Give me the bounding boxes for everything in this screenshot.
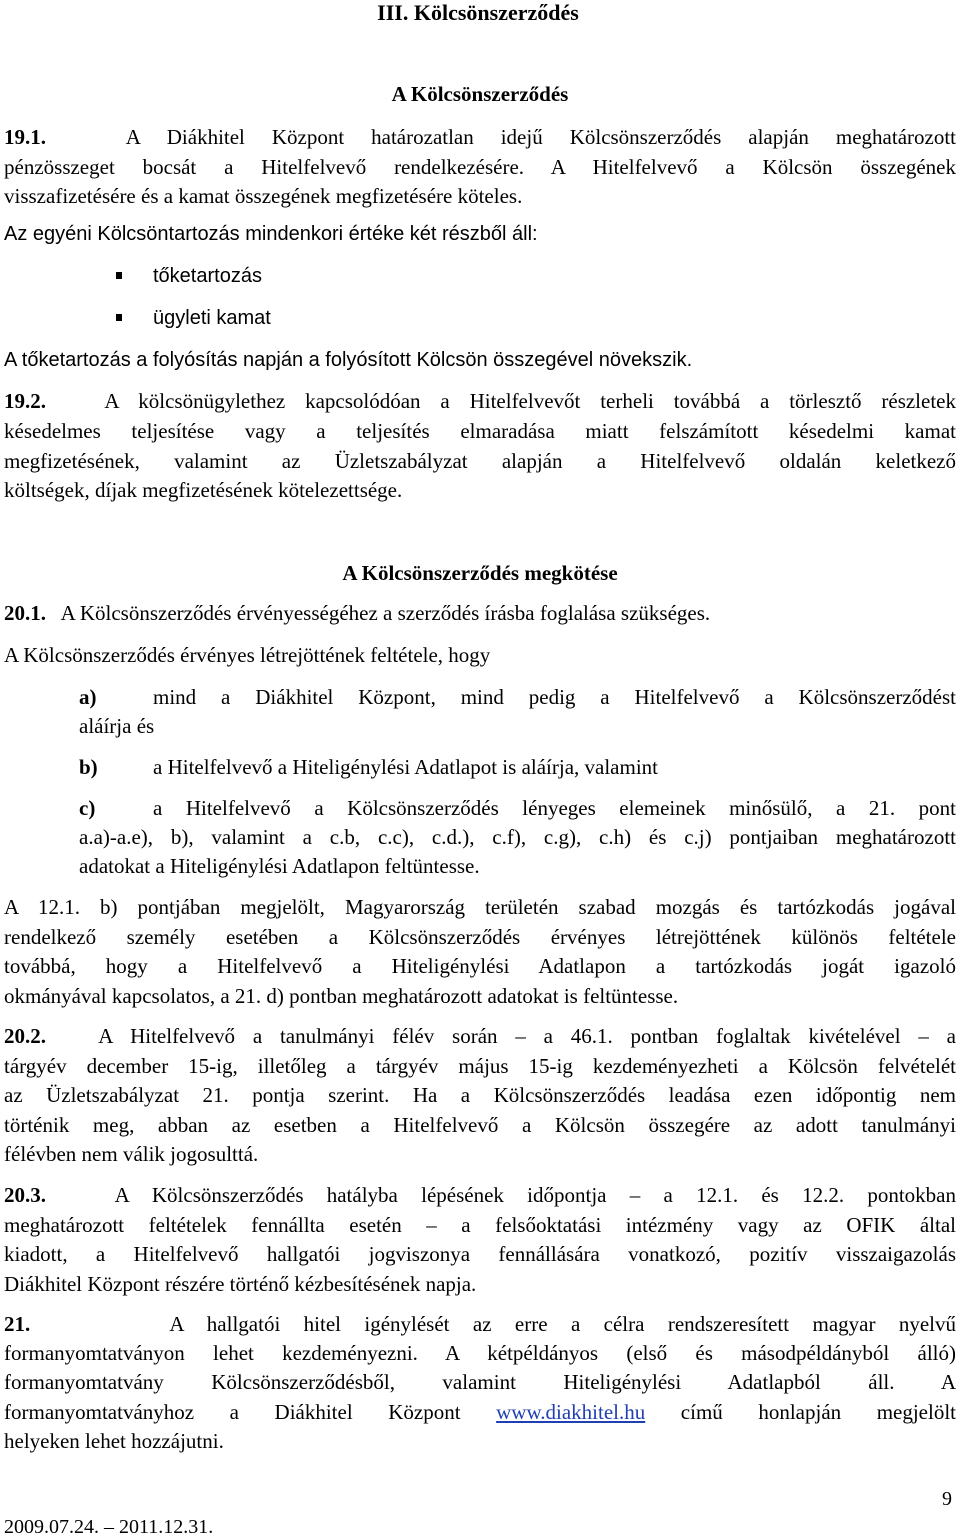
diakhitel-website-link[interactable]: www.diakhitel.hu — [496, 1400, 646, 1424]
paragraph-21-line-2: formanyomtatványon lehet kezdeményezni. A kétpéldányos (első és másodpéldányból álló) — [4, 1341, 956, 1365]
paragraph-20-2-line-4: történik meg, abban az esetben a Hitelfelvevő a Kölcsön összegére az adott tanulmányi — [4, 1113, 956, 1137]
paragraph-19-2-line-2: késedelmes teljesítése vagy a teljesítés elmaradása miatt felszámított késedelmi kamat — [4, 419, 956, 443]
paragraph-number: 20.3. — [4, 1183, 46, 1207]
page-number: 9 — [942, 1488, 952, 1510]
debt-intro: Az egyéni Kölcsöntartozás mindenkori értéke két részből áll: — [4, 223, 538, 245]
paragraph-20-1: 20.1. A Kölcsönszerződés érvényességéhez a szerződés írásba foglalása szükséges. — [4, 601, 711, 625]
paragraph-20-2-line-2: tárgyév december 15-ig, illetőleg a tárgyév május 15-ig kezdeményezheti a Kölcsön felvételét — [4, 1054, 956, 1078]
paragraph-20-2-line-5: félévben nem válik jogosulttá. — [4, 1142, 259, 1166]
bullet-icon — [116, 314, 122, 321]
paragraph-number: 19.1. — [4, 125, 46, 149]
validity-date-range: 2009.07.24. – 2011.12.31. — [4, 1516, 214, 1538]
paragraph-20-3-line-4: Diákhitel Központ részére történő kézbesítésének napja. — [4, 1272, 477, 1296]
paragraph-12-1-line-3: továbbá, hogy a Hitelfelvevő a Hiteligénylési Adatlapon a tartózkodás jogát igazoló — [4, 954, 956, 978]
bullet-icon — [116, 272, 122, 279]
condition-label: a) — [79, 685, 97, 709]
paragraph-21-line-3: formanyomtatvány Kölcsönszerződésből, valamint Hiteligénylési Adatlapból áll. A — [4, 1370, 956, 1394]
paragraph-21-line-1: 21. A hallgatói hitel igénylését az erre a célra rendszeresített magyar nyelvű — [4, 1312, 956, 1336]
condition-label: c) — [79, 796, 96, 820]
paragraph-21-line-4: formanyomtatványhoz a Diákhitel Központ www.diakhitel.hu című honlapján megjelölt — [4, 1400, 957, 1424]
condition-a-line-1: a) mind a Diákhitel Központ, mind pedig a Hitelfelvevő a Kölcsönszerződést — [79, 685, 956, 709]
paragraph-20-3-line-1: 20.3. A Kölcsönszerződés hatályba lépésének időpontja – a 12.1. és 12.2. pontokban — [4, 1183, 956, 1207]
paragraph-21-line-5: helyeken lehet hozzájutni. — [4, 1429, 224, 1453]
conditions-intro: A Kölcsönszerződés érvényes létrejöttének feltétele, hogy — [4, 643, 491, 667]
paragraph-20-3-line-3: kiadott, a Hitelfelvevő hallgatói jogviszonya fennállására vonatkozó, pozitív visszaigazolás — [4, 1242, 956, 1266]
paragraph-number: 20.2. — [4, 1024, 46, 1048]
paragraph-19-1-line-1: 19.1. A Diákhitel Központ határozatlan idejű Kölcsönszerződés alapján meghatározott — [4, 125, 956, 149]
section-heading-megkotese: A Kölcsönszerződés megkötése — [342, 561, 618, 585]
paragraph-number: 19.2. — [4, 389, 46, 413]
paragraph-20-3-line-2: meghatározott feltételek fennállta esetén – a felsőoktatási intézmény vagy az OFIK által — [4, 1213, 956, 1237]
condition-a-line-2: aláírja és — [79, 714, 155, 738]
condition-c-line-2: a.a)-a.e), b), valamint a c.b, c.c), c.d.), c.f), c.g), c.h) és c.j) pontjaiban meghatározott — [79, 825, 956, 849]
debt-outro: A tőketartozás a folyósítás napján a folyósított Kölcsön összegével növekszik. — [4, 349, 693, 371]
condition-label: b) — [79, 755, 98, 779]
chapter-title: III. Kölcsönszerződés — [377, 0, 579, 25]
paragraph-19-1-line-2: pénzösszeget bocsát a Hitelfelvevő rendelkezésére. A Hitelfelvevő a Kölcsön összegének — [4, 155, 956, 179]
paragraph-20-2-line-3: az Üzletszabályzat 21. pontja szerint. Ha a Kölcsönszerződés leadása ezen időpontig nem — [4, 1083, 956, 1107]
paragraph-12-1-line-2: rendelkező személy esetében a Kölcsönszerződés érvényes létrejöttének különös feltétele — [4, 925, 956, 949]
debt-item-principal: tőketartozás — [153, 265, 262, 287]
condition-b-line-1: b) a Hitelfelvevő a Hiteligénylési Adatlapot is aláírja, valamint — [79, 755, 659, 779]
paragraph-19-2-line-1: 19.2. A kölcsönügylethez kapcsolódóan a Hitelfelvevőt terheli továbbá a törlesztő részletek — [4, 389, 956, 413]
paragraph-19-1-line-3: visszafizetésére és a kamat összegének megfizetésére köteles. — [4, 184, 523, 208]
condition-c-line-1: c) a Hitelfelvevő a Kölcsönszerződés lényeges elemeinek minősülő, a 21. pont — [79, 796, 956, 820]
paragraph-number: 21. — [4, 1312, 31, 1336]
paragraph-12-1-line-4: okmányával kapcsolatos, a 21. d) pontban meghatározott adatokat is feltüntesse. — [4, 984, 679, 1008]
paragraph-12-1-line-1: A 12.1. b) pontjában megjelölt, Magyarország területén szabad mozgás és tartózkodás jogával — [4, 895, 956, 919]
section-heading-kolcsonszerzodes: A Kölcsönszerződés — [391, 82, 569, 106]
paragraph-19-2-line-3: megfizetésének, valamint az Üzletszabályzat alapján a Hitelfelvevő oldalán keletkező — [4, 449, 956, 473]
paragraph-20-2-line-1: 20.2. A Hitelfelvevő a tanulmányi félév során – a 46.1. pontban foglaltak kivételével – a — [4, 1024, 957, 1048]
debt-item-interest: ügyleti kamat — [153, 307, 271, 329]
paragraph-19-2-line-4: költségek, díjak megfizetésének kötelezettsége. — [4, 478, 403, 502]
paragraph-number: 20.1. — [4, 601, 46, 625]
condition-c-line-3: adatokat a Hiteligénylési Adatlapon feltüntesse. — [79, 854, 480, 878]
